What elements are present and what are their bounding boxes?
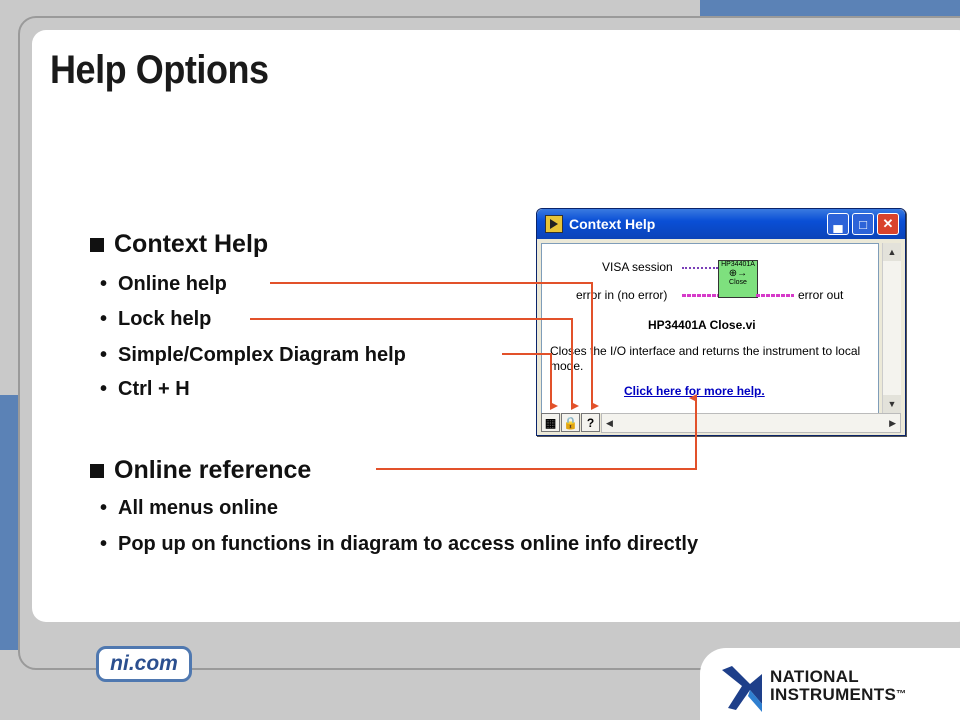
ni-eagle-logo-icon [720,664,764,714]
terminal-label-visa: VISA session [602,260,673,274]
close-button[interactable]: ✕ [877,213,899,235]
slide-title: Help Options [50,48,269,92]
sub-bullet-online-help: • Online help [100,273,227,295]
logo-line-2-text: INSTRUMENTS [770,685,897,704]
bullet-context-help [90,230,268,259]
minimize-button[interactable]: ▄ [827,213,849,235]
background-accent-left [0,395,20,650]
horizontal-scrollbar[interactable] [601,413,901,433]
vi-node-glyph: ⊕→ [728,268,748,279]
sub-bullet-popup-functions: • Pop up on functions in diagram to access online info directly [100,533,699,555]
sub-bullet-label: Lock help [118,308,212,330]
window-titlebar[interactable] [537,209,905,239]
terminal-label-error-in: error in (no error) [576,288,668,302]
scroll-right-icon[interactable]: ▶ [889,418,896,428]
vi-node-label-bottom: Close [729,279,747,286]
context-help-window [536,208,906,436]
sub-bullet-label: All menus online [118,497,279,519]
sub-bullet-diagram-help: • Simple/Complex Diagram help [100,344,406,366]
lock-button[interactable]: 🔒 [561,413,580,432]
trademark-symbol: ™ [896,689,907,700]
sub-bullet-label: Simple/Complex Diagram help [118,344,406,366]
scroll-left-icon[interactable]: ◀ [606,418,613,428]
maximize-button[interactable]: □ [852,213,874,235]
scroll-up-icon[interactable]: ▲ [883,243,901,261]
labview-app-icon [545,215,563,233]
bullet-heading: Online reference [114,456,312,484]
square-bullet-icon [90,464,104,478]
error-in-wire [682,294,718,297]
vi-description: Closes the I/O interface and returns the instrument to local mode. [550,344,861,373]
diagram-toggle-button[interactable]: ▦ [541,413,560,432]
sub-bullet-label: Pop up on functions in diagram to access online info directly [118,533,699,555]
more-help-link[interactable]: Click here for more help. [624,384,765,398]
logo-wordmark [770,668,906,704]
bullet-heading: Context Help [114,230,269,258]
sub-bullet-shortcut: • Ctrl + H [100,378,190,400]
vi-node-icon [718,260,758,298]
visa-wire [682,267,718,271]
square-bullet-icon [90,238,104,252]
sub-bullet-menus-online: • All menus online [100,497,279,519]
sub-bullet-label: Ctrl + H [118,378,190,400]
sub-bullet-label: Online help [118,273,227,295]
logo-line-1: NATIONAL [770,667,859,686]
terminal-label-error-out: error out [798,288,844,302]
window-title: Context Help [569,216,656,232]
vi-name: HP34401A Close.vi [648,318,756,332]
help-content-area [541,243,879,415]
national-instruments-logo [700,648,960,720]
sub-bullet-lock-help: • Lock help [100,308,212,330]
scroll-down-icon[interactable]: ▼ [883,395,901,413]
vertical-scrollbar[interactable] [882,243,901,413]
vi-node-label-top: HP34401A [721,261,755,268]
logo-line-2 [770,686,906,704]
error-out-wire [756,294,794,297]
online-help-button[interactable]: ? [581,413,600,432]
ni-com-badge[interactable]: ni.com [96,646,192,682]
bullet-online-reference [90,456,311,485]
window-footer-toolbar [541,413,901,433]
